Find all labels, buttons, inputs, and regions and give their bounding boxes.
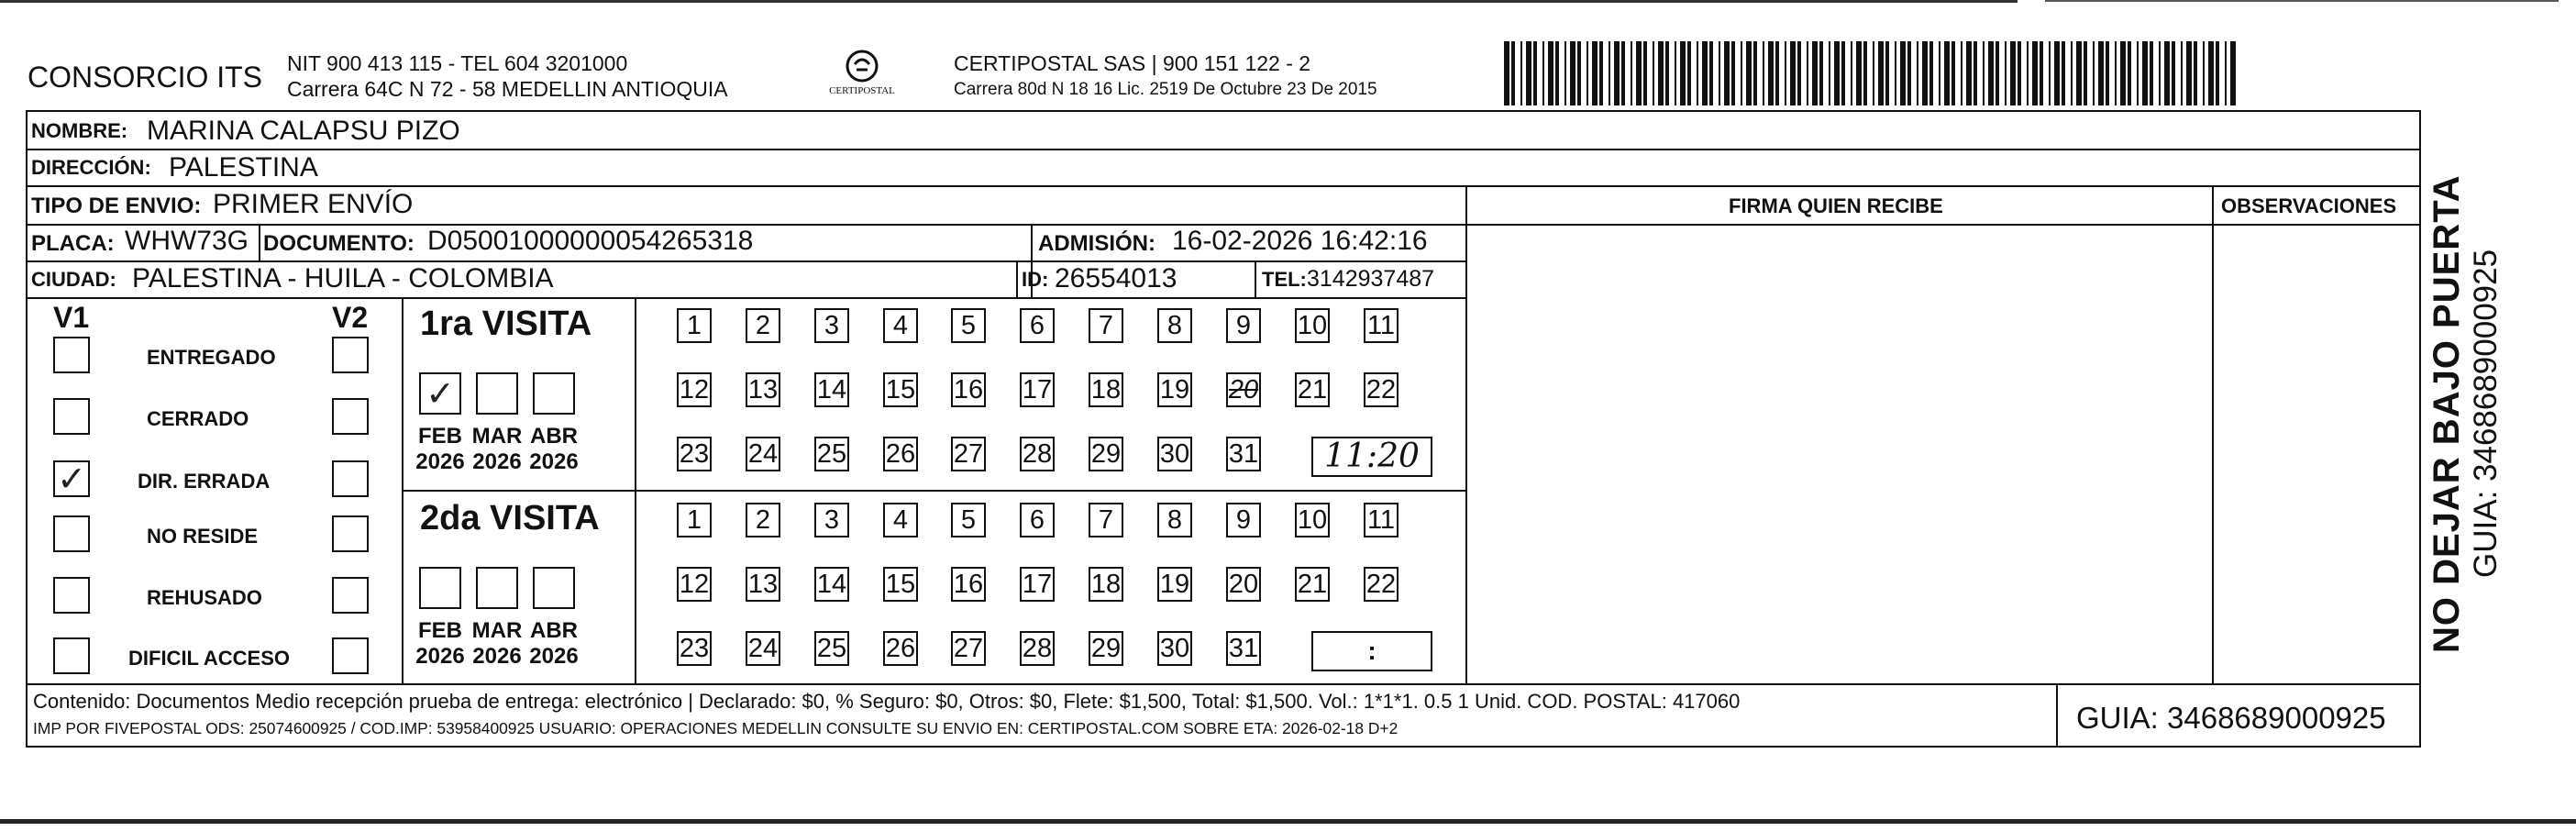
day-box-21-visit-2[interactable]: 21 xyxy=(1295,567,1330,602)
direccion-value: PALESTINA xyxy=(169,152,318,183)
documento-label: DOCUMENTO: xyxy=(263,231,415,256)
no-dejar-bajo-puerta: NO DEJAR BAJO PUERTA xyxy=(2427,174,2467,653)
day-box-14-visit-1[interactable]: 14 xyxy=(814,372,849,407)
day-box-7-visit-2[interactable]: 7 xyxy=(1089,503,1123,537)
placa-value: WHW73G xyxy=(125,226,249,256)
day-box-13-visit-1[interactable]: 13 xyxy=(746,372,780,407)
day-box-9-visit-2[interactable]: 9 xyxy=(1226,503,1261,537)
day-box-27-visit-2[interactable]: 27 xyxy=(951,631,986,666)
day-box-11-visit-2[interactable]: 11 xyxy=(1364,503,1399,537)
month-checkbox-abr-1[interactable] xyxy=(533,372,575,415)
tipo-envio-value: PRIMER ENVÍO xyxy=(213,189,414,219)
barcode xyxy=(1504,41,2238,105)
status-label-entregado: ENTREGADO xyxy=(147,346,276,369)
admision-label: ADMISIÓN: xyxy=(1038,231,1155,256)
visit-title-2: 2da VISITA xyxy=(420,499,600,537)
v1-checkbox-dificil-acceso[interactable] xyxy=(53,637,90,674)
month-checkbox-mar-2[interactable] xyxy=(476,567,518,609)
status-label-no-reside: NO RESIDE xyxy=(147,525,259,548)
ciudad-value: PALESTINA - HUILA - COLOMBIA xyxy=(132,263,554,294)
month-label-feb-2: FEB 2026 xyxy=(415,618,465,669)
day-box-10-visit-1[interactable]: 10 xyxy=(1295,308,1330,343)
id-label: ID: xyxy=(1022,268,1049,291)
nombre-label: NOMBRE: xyxy=(31,119,128,142)
day-box-16-visit-2[interactable]: 16 xyxy=(951,567,986,602)
v1-header: V1 xyxy=(53,301,90,334)
day-box-12-visit-1[interactable]: 12 xyxy=(677,372,712,407)
v2-header: V2 xyxy=(332,301,369,334)
day-box-5-visit-1[interactable]: 5 xyxy=(951,308,986,343)
footer-imp: IMP POR FIVEPOSTAL ODS: 25074600925 / COD.IMP: 53958400925 USUARIO: OPERACIONES MEDELLIN CONSULTE SU ENVIO EN: CERTIPOSTAL.COM SOBRE ETA: 2026-02-18 D+2 xyxy=(33,719,1399,737)
v2-checkbox-rehusado[interactable] xyxy=(332,577,369,614)
day-box-26-visit-1[interactable]: 26 xyxy=(883,437,918,471)
month-checkbox-feb-1[interactable]: ✓ xyxy=(419,372,461,415)
time-box-visit-2[interactable]: : xyxy=(1311,631,1432,671)
month-label-mar-1: MAR 2026 xyxy=(471,424,523,474)
placa-label: PLACA: xyxy=(31,231,115,256)
nombre-value: MARINA CALAPSU PIZO xyxy=(147,116,460,146)
v2-checkbox-dir-errada[interactable] xyxy=(332,460,369,497)
day-box-16-visit-1[interactable]: 16 xyxy=(951,372,986,407)
day-box-22-visit-2[interactable]: 22 xyxy=(1364,567,1399,602)
company-nit-tel: NIT 900 413 115 - TEL 604 3201000 xyxy=(287,51,628,75)
day-box-21-visit-1[interactable]: 21 xyxy=(1295,372,1330,407)
day-box-2-visit-2[interactable]: 2 xyxy=(746,503,780,537)
status-label-cerrado: CERRADO xyxy=(147,407,249,430)
day-box-19-visit-2[interactable]: 19 xyxy=(1157,567,1192,602)
day-box-25-visit-1[interactable]: 25 xyxy=(814,437,849,471)
side-guia-text: GUIA: 3468689000925 xyxy=(2468,249,2504,578)
time-box-visit-1[interactable]: 11:20 xyxy=(1311,437,1432,477)
v1-checkbox-cerrado[interactable] xyxy=(53,398,90,435)
day-box-7-visit-1[interactable]: 7 xyxy=(1089,308,1123,343)
certipostal-logo xyxy=(812,48,912,101)
carrier-address: Carrera 80d N 18 16 Lic. 2519 De Octubre 23 De 2015 xyxy=(954,80,1377,99)
day-box-9-visit-1[interactable]: 9 xyxy=(1226,308,1261,343)
day-box-8-visit-2[interactable]: 8 xyxy=(1157,503,1192,537)
status-label-dir-errada: DIR. ERRADA xyxy=(138,470,271,493)
day-box-4-visit-2[interactable]: 4 xyxy=(883,503,918,537)
direccion-label: DIRECCIÓN: xyxy=(31,156,151,179)
month-checkbox-abr-2[interactable] xyxy=(533,567,575,609)
day-box-22-visit-1[interactable]: 22 xyxy=(1364,372,1399,407)
day-box-25-visit-2[interactable]: 25 xyxy=(814,631,849,666)
day-box-20-visit-1[interactable]: 20 xyxy=(1226,372,1261,407)
day-box-13-visit-2[interactable]: 13 xyxy=(746,567,780,602)
admision-value: 16-02-2026 16:42:16 xyxy=(1172,226,1428,256)
ciudad-label: CIUDAD: xyxy=(31,268,116,291)
day-box-18-visit-2[interactable]: 18 xyxy=(1089,567,1123,602)
day-box-6-visit-2[interactable]: 6 xyxy=(1020,503,1055,537)
visit-title-1: 1ra VISITA xyxy=(420,305,592,343)
day-box-8-visit-1[interactable]: 8 xyxy=(1157,308,1192,343)
footer-guia: GUIA: 3468689000925 xyxy=(2076,701,2386,735)
day-box-2-visit-1[interactable]: 2 xyxy=(746,308,780,343)
day-box-1-visit-1[interactable]: 1 xyxy=(677,308,712,343)
carrier-name: CERTIPOSTAL SAS | 900 151 122 - 2 xyxy=(954,51,1311,75)
day-box-15-visit-2[interactable]: 15 xyxy=(883,567,918,602)
v1-checkbox-dir-errada[interactable]: ✓ xyxy=(53,460,90,497)
day-box-4-visit-1[interactable]: 4 xyxy=(883,308,918,343)
v2-checkbox-entregado[interactable] xyxy=(332,337,369,373)
documento-value: D05001000000054265318 xyxy=(427,226,754,256)
month-checkbox-feb-2[interactable] xyxy=(419,567,461,609)
day-box-1-visit-2[interactable]: 1 xyxy=(677,503,712,537)
month-checkbox-mar-1[interactable] xyxy=(476,372,518,415)
company-address: Carrera 64C N 72 - 58 MEDELLIN ANTIOQUIA xyxy=(287,77,728,101)
day-box-24-visit-1[interactable]: 24 xyxy=(746,437,780,471)
side-guia xyxy=(2470,193,2515,578)
day-box-26-visit-2[interactable]: 26 xyxy=(883,631,918,666)
day-box-24-visit-2[interactable]: 24 xyxy=(746,631,780,666)
tel-value: 3142937487 xyxy=(1307,266,1435,292)
day-box-12-visit-2[interactable]: 12 xyxy=(677,567,712,602)
logo-text: CERTIPOSTAL xyxy=(829,85,895,96)
day-box-23-visit-2[interactable]: 23 xyxy=(677,631,712,666)
v2-checkbox-no-reside[interactable] xyxy=(332,515,369,552)
day-box-5-visit-2[interactable]: 5 xyxy=(951,503,986,537)
observaciones-header: OBSERVACIONES xyxy=(2221,194,2397,217)
tel-label: TEL: xyxy=(1262,268,1307,291)
v1-checkbox-entregado[interactable] xyxy=(53,337,90,373)
day-box-14-visit-2[interactable]: 14 xyxy=(814,567,849,602)
day-box-6-visit-1[interactable]: 6 xyxy=(1020,308,1055,343)
day-box-31-visit-2[interactable]: 31 xyxy=(1226,631,1261,666)
scan-top-edge xyxy=(0,0,2018,3)
v1-checkbox-rehusado[interactable] xyxy=(53,577,90,614)
day-box-31-visit-1[interactable]: 31 xyxy=(1226,437,1261,471)
day-box-27-visit-1[interactable]: 27 xyxy=(951,437,986,471)
day-box-17-visit-1[interactable]: 17 xyxy=(1020,372,1055,407)
day-box-29-visit-1[interactable]: 29 xyxy=(1089,437,1123,471)
footer-contenido: Contenido: Documentos Medio recepción prueba de entrega: electrónico | Declarado: $0, % Seguro: $0, Otros: $0, Flete: $1,500, Total: $1,500. Vol.: 1*1*1. 0.5 1 Unid. COD. POSTAL: 417060 xyxy=(33,690,1741,713)
month-label-abr-1: ABR 2026 xyxy=(529,424,579,474)
bottom-rule xyxy=(0,819,2576,824)
month-label-feb-1: FEB 2026 xyxy=(415,424,465,474)
id-value: 26554013 xyxy=(1055,263,1177,294)
day-box-3-visit-2[interactable]: 3 xyxy=(814,503,849,537)
firma-header: FIRMA QUIEN RECIBE xyxy=(1729,194,1943,217)
day-box-23-visit-1[interactable]: 23 xyxy=(677,437,712,471)
v2-checkbox-cerrado[interactable] xyxy=(332,398,369,435)
day-box-19-visit-1[interactable]: 19 xyxy=(1157,372,1192,407)
day-box-15-visit-1[interactable]: 15 xyxy=(883,372,918,407)
day-box-30-visit-1[interactable]: 30 xyxy=(1157,437,1192,471)
company-name: CONSORCIO ITS xyxy=(28,61,263,94)
status-label-rehusado: REHUSADO xyxy=(147,586,262,609)
day-box-30-visit-2[interactable]: 30 xyxy=(1157,631,1192,666)
month-label-mar-2: MAR 2026 xyxy=(471,618,523,669)
day-box-18-visit-1[interactable]: 18 xyxy=(1089,372,1123,407)
day-box-11-visit-1[interactable]: 11 xyxy=(1364,308,1399,343)
day-box-28-visit-2[interactable]: 28 xyxy=(1020,631,1055,666)
day-box-29-visit-2[interactable]: 29 xyxy=(1089,631,1123,666)
v2-checkbox-dificil-acceso[interactable] xyxy=(332,637,369,674)
day-box-20-visit-2[interactable]: 20 xyxy=(1226,567,1261,602)
day-box-28-visit-1[interactable]: 28 xyxy=(1020,437,1055,471)
month-label-abr-2: ABR 2026 xyxy=(529,618,579,669)
status-label-dificil-acceso: DIFICIL ACCESO xyxy=(128,647,291,670)
scan-top-edge-right xyxy=(2045,0,2559,2)
day-box-3-visit-1[interactable]: 3 xyxy=(814,308,849,343)
day-box-17-visit-2[interactable]: 17 xyxy=(1020,567,1055,602)
day-box-10-visit-2[interactable]: 10 xyxy=(1295,503,1330,537)
tipo-envio-label: TIPO DE ENVIO: xyxy=(31,194,202,218)
v1-checkbox-no-reside[interactable] xyxy=(53,515,90,552)
